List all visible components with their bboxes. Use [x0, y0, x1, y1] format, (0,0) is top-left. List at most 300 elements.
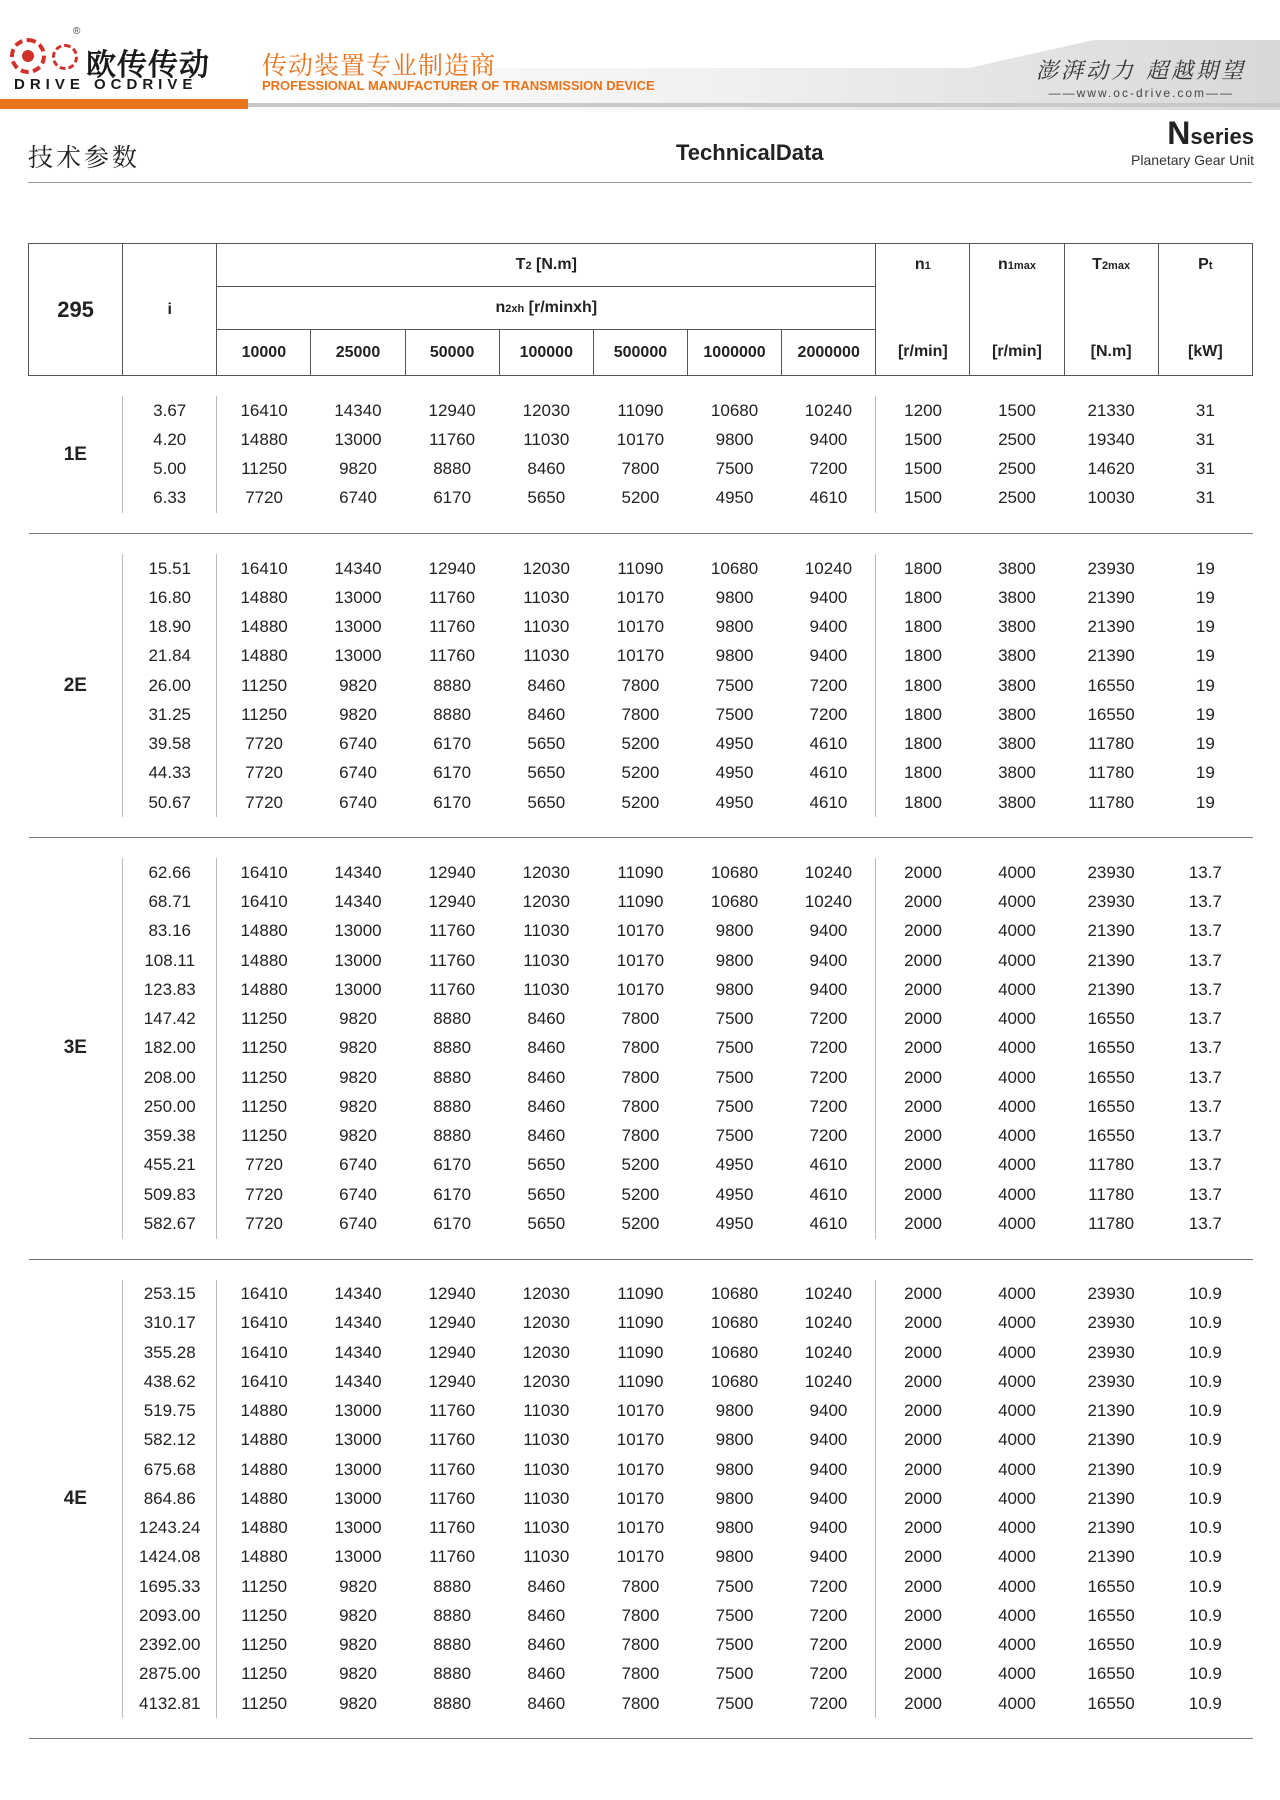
value-cell: 12030	[522, 400, 570, 420]
t2-sub: 2	[525, 260, 532, 272]
spacer-cell	[499, 1259, 593, 1280]
value-cell: 7500	[715, 1635, 754, 1655]
value-cell: 16410	[240, 1284, 288, 1304]
value-cell: 7200	[809, 1576, 848, 1596]
value-cell: 4950	[715, 734, 754, 754]
spacer-cell	[405, 1239, 499, 1259]
spacer-cell	[217, 1718, 311, 1738]
value-cell: 4000	[998, 1313, 1036, 1333]
table-row	[29, 1209, 1253, 1238]
value-cell: 7720	[245, 1213, 284, 1233]
value-cell: 21390	[1087, 587, 1135, 607]
value-cell: 7500	[715, 675, 754, 695]
ratio-cell: 675.68	[123, 1455, 217, 1484]
spacer-cell	[782, 376, 876, 397]
value-cell: 2000	[876, 858, 970, 887]
spacer-cell	[782, 1718, 876, 1738]
value-cell: 9800	[715, 1459, 754, 1479]
spacer-cell	[1064, 1239, 1158, 1259]
value-cell: 7800	[621, 1605, 660, 1625]
value-cell: 2000	[876, 1484, 970, 1513]
value-cell: 4950	[715, 1213, 754, 1233]
n2-unit: [r/minxh]	[524, 299, 598, 316]
value-cell: 10170	[616, 921, 665, 941]
value-cell: 1500	[876, 484, 970, 513]
value-cell: 6740	[339, 1155, 377, 1175]
value-cell: 9820	[339, 1096, 377, 1116]
value-cell: 2500	[998, 429, 1036, 449]
value-cell: 2000	[876, 1543, 970, 1572]
ratio-cell: 208.00	[123, 1063, 217, 1092]
n1-label: n	[914, 256, 925, 274]
value-cell: 11030	[523, 921, 570, 941]
value-cell: 1800	[876, 671, 970, 700]
pt-sub: t	[1208, 260, 1213, 273]
value-cell: 31	[1195, 488, 1215, 508]
value-cell: 11250	[241, 459, 288, 479]
table-row	[29, 1309, 1253, 1338]
spacer-cell	[782, 534, 876, 555]
value-cell: 13.7	[1188, 892, 1222, 912]
value-cell: 10240	[804, 558, 853, 578]
value-cell: 19	[1195, 646, 1215, 666]
value-cell: 2000	[876, 946, 970, 975]
value-cell: 2000	[876, 1367, 970, 1396]
value-cell: 5650	[527, 792, 566, 812]
value-cell: 11250	[241, 1693, 288, 1713]
logo-gear-icon	[10, 38, 46, 74]
value-cell: 2000	[876, 1631, 970, 1660]
value-cell: 1500	[876, 425, 970, 454]
value-cell: 4950	[715, 763, 754, 783]
ratio-cell: 4.20	[123, 425, 217, 454]
value-cell: 7200	[809, 459, 848, 479]
value-cell: 12940	[428, 1313, 476, 1333]
value-cell: 9820	[339, 675, 377, 695]
value-cell: 2000	[876, 1180, 970, 1209]
value-cell: 2000	[876, 1151, 970, 1180]
value-cell: 11090	[617, 862, 664, 882]
tagline-english: PROFESSIONAL MANUFACTURER OF TRANSMISSION DEVICE	[262, 78, 655, 93]
value-cell: 9820	[339, 1038, 377, 1058]
ratio-cell: 253.15	[123, 1280, 217, 1309]
value-cell: 10170	[616, 1401, 665, 1421]
value-cell: 4000	[998, 1430, 1036, 1450]
value-cell: 16550	[1087, 1635, 1135, 1655]
value-cell: 2000	[876, 1572, 970, 1601]
value-cell: 7720	[245, 1184, 284, 1204]
value-cell: 6170	[433, 488, 472, 508]
value-cell: 13.7	[1188, 1155, 1222, 1175]
value-cell: 9400	[809, 1547, 848, 1567]
value-cell: 10.9	[1188, 1518, 1222, 1538]
value-cell: 7200	[809, 704, 848, 724]
value-cell: 10.9	[1188, 1547, 1222, 1567]
group-top-spacer	[29, 1259, 1253, 1280]
value-cell: 12030	[522, 1371, 570, 1391]
value-cell: 12030	[522, 1313, 570, 1333]
spacer-cell	[593, 1718, 687, 1738]
value-cell: 10.9	[1188, 1430, 1222, 1450]
table-row	[29, 917, 1253, 946]
value-cell: 12030	[522, 862, 570, 882]
n2-header	[217, 287, 876, 330]
ratio-cell: 182.00	[123, 1034, 217, 1063]
value-cell: 1500	[998, 400, 1036, 420]
value-cell: 11090	[617, 400, 664, 420]
slogan: 澎湃动力 超越期望	[1036, 59, 1246, 84]
value-cell: 21390	[1087, 1430, 1135, 1450]
value-cell: 5200	[621, 792, 660, 812]
value-cell: 13.7	[1188, 1184, 1222, 1204]
value-cell: 5650	[527, 1213, 566, 1233]
value-cell: 10.9	[1188, 1371, 1222, 1391]
page-header	[0, 0, 1280, 110]
table-row	[29, 788, 1253, 817]
value-cell: 10.9	[1188, 1342, 1222, 1362]
spacer-cell	[405, 817, 499, 837]
spacer-cell	[593, 513, 687, 533]
value-cell: 6740	[339, 488, 377, 508]
ratio-cell: 250.00	[123, 1092, 217, 1121]
table-row	[29, 1367, 1253, 1396]
value-cell: 19340	[1087, 429, 1135, 449]
value-cell: 13000	[334, 1430, 382, 1450]
stage-group-label: 2E	[63, 674, 87, 696]
value-cell: 7800	[621, 1635, 660, 1655]
group-separator	[29, 1738, 1253, 1739]
ratio-cell: 355.28	[123, 1338, 217, 1367]
value-cell: 6740	[339, 763, 377, 783]
table-row	[29, 1660, 1253, 1689]
ratio-cell: 519.75	[123, 1397, 217, 1426]
value-cell: 5650	[527, 1184, 566, 1204]
value-cell: 4000	[998, 1547, 1036, 1567]
value-cell: 11760	[429, 1401, 476, 1421]
title-chinese: 技术参数	[28, 143, 141, 172]
series-subtitle: Planetary Gear Unit	[1131, 152, 1254, 168]
n1-header-spacer	[876, 287, 970, 330]
value-cell: 7500	[715, 1009, 754, 1029]
spacer-cell	[311, 1718, 405, 1738]
value-cell: 12940	[428, 1284, 476, 1304]
spacer-cell	[876, 1718, 970, 1738]
value-cell: 9400	[809, 921, 848, 941]
ratio-cell: 39.58	[123, 730, 217, 759]
spacer-cell	[782, 838, 876, 859]
value-cell: 7720	[245, 734, 284, 754]
table-row	[29, 1543, 1253, 1572]
value-cell: 1800	[876, 642, 970, 671]
spacer-cell	[687, 1239, 781, 1259]
value-cell: 8460	[527, 1576, 566, 1596]
series-block	[1131, 115, 1254, 168]
series-word: series	[1190, 124, 1254, 149]
value-cell: 2500	[998, 459, 1036, 479]
spacer-cell	[876, 534, 970, 555]
value-cell: 13000	[334, 1488, 382, 1508]
value-cell: 11030	[523, 979, 570, 999]
value-cell: 9820	[339, 1067, 377, 1087]
spacer-cell	[405, 513, 499, 533]
value-cell: 11760	[429, 646, 476, 666]
table-row	[29, 1151, 1253, 1180]
value-cell: 7500	[715, 704, 754, 724]
value-cell: 11250	[241, 1096, 288, 1116]
value-cell: 14340	[334, 558, 382, 578]
table-row	[29, 1572, 1253, 1601]
value-cell: 21330	[1087, 400, 1135, 420]
spacer-cell	[1064, 534, 1158, 555]
value-cell: 4950	[715, 488, 754, 508]
value-cell: 10240	[804, 1313, 853, 1333]
value-cell: 23930	[1087, 1284, 1135, 1304]
value-cell: 9800	[715, 979, 754, 999]
value-cell: 3800	[998, 763, 1036, 783]
spacer-cell	[970, 534, 1064, 555]
value-cell: 14340	[334, 892, 382, 912]
value-cell: 9400	[809, 1430, 848, 1450]
spacer-cell	[1158, 1259, 1252, 1280]
value-cell: 6170	[433, 1184, 472, 1204]
value-cell: 13.7	[1188, 1213, 1222, 1233]
stage-group-label: 1E	[63, 443, 87, 465]
table-row	[29, 700, 1253, 729]
value-cell: 14340	[334, 862, 382, 882]
value-cell: 10170	[616, 429, 665, 449]
ratio-cell: 50.67	[123, 788, 217, 817]
value-cell: 4000	[998, 1518, 1036, 1538]
value-cell: 4000	[998, 1576, 1036, 1596]
spacer-cell	[29, 376, 123, 397]
value-cell: 11760	[429, 921, 476, 941]
title-english: TechnicalData	[676, 140, 824, 165]
table-row	[29, 759, 1253, 788]
ratio-cell: 4132.81	[123, 1689, 217, 1718]
value-cell: 7720	[245, 763, 284, 783]
ratio-cell: 15.51	[123, 554, 217, 583]
value-cell: 11250	[241, 1038, 288, 1058]
spacer-cell	[876, 513, 970, 533]
value-cell: 13000	[334, 979, 382, 999]
value-cell: 2000	[876, 1034, 970, 1063]
value-cell: 7500	[715, 1576, 754, 1596]
value-cell: 2000	[876, 1426, 970, 1455]
value-cell: 14880	[240, 1547, 288, 1567]
value-cell: 1800	[876, 583, 970, 612]
value-cell: 16410	[240, 862, 288, 882]
group-bottom-spacer	[29, 513, 1253, 533]
value-cell: 16410	[240, 1342, 288, 1362]
hours-header-500000: 500000	[593, 330, 687, 376]
value-cell: 7800	[621, 1038, 660, 1058]
value-cell: 7200	[809, 1038, 848, 1058]
header-orange-bar	[0, 99, 248, 109]
value-cell: 11090	[617, 558, 664, 578]
value-cell: 11760	[429, 429, 476, 449]
value-cell: 5650	[527, 763, 566, 783]
spacer-cell	[687, 838, 781, 859]
value-cell: 2000	[876, 1063, 970, 1092]
spacer-cell	[123, 376, 217, 397]
value-cell: 10170	[616, 1459, 665, 1479]
value-cell: 5200	[621, 734, 660, 754]
ratio-cell: 62.66	[123, 858, 217, 887]
value-cell: 9400	[809, 950, 848, 970]
value-cell: 12940	[428, 1342, 476, 1362]
value-cell: 10240	[804, 1284, 853, 1304]
value-cell: 8880	[433, 1605, 472, 1625]
value-cell: 7800	[621, 704, 660, 724]
value-cell: 6740	[339, 1213, 377, 1233]
value-cell: 8460	[527, 459, 566, 479]
value-cell: 14880	[240, 429, 288, 449]
ratio-cell: 1695.33	[123, 1572, 217, 1601]
value-cell: 13000	[334, 617, 382, 637]
spacer-cell	[970, 1239, 1064, 1259]
table-row	[29, 888, 1253, 917]
spacer-cell	[217, 376, 311, 397]
value-cell: 11250	[241, 1664, 288, 1684]
value-cell: 13000	[334, 1459, 382, 1479]
value-cell: 10.9	[1188, 1693, 1222, 1713]
group-top-spacer	[29, 376, 1253, 397]
value-cell: 11250	[241, 1009, 288, 1029]
value-cell: 10170	[616, 1547, 665, 1567]
spacer-cell	[970, 1259, 1064, 1280]
ratio-cell: 68.71	[123, 888, 217, 917]
table-row	[29, 484, 1253, 513]
value-cell: 7500	[715, 1664, 754, 1684]
value-cell: 16550	[1087, 1664, 1135, 1684]
value-cell: 6170	[433, 734, 472, 754]
ratio-cell: 31.25	[123, 700, 217, 729]
table-row	[29, 613, 1253, 642]
value-cell: 7500	[715, 1067, 754, 1087]
value-cell: 7500	[715, 1605, 754, 1625]
value-cell: 14340	[334, 1371, 382, 1391]
t2-unit: [N.m]	[531, 256, 577, 273]
value-cell: 10.9	[1188, 1635, 1222, 1655]
spacer-cell	[405, 838, 499, 859]
spacer-cell	[405, 376, 499, 397]
value-cell: 10.9	[1188, 1313, 1222, 1333]
value-cell: 14340	[334, 400, 382, 420]
value-cell: 6740	[339, 734, 377, 754]
value-cell: 3800	[998, 646, 1036, 666]
value-cell: 3800	[998, 587, 1036, 607]
value-cell: 4000	[998, 1067, 1036, 1087]
value-cell: 4000	[998, 1459, 1036, 1479]
value-cell: 11030	[523, 1459, 570, 1479]
table-row	[29, 975, 1253, 1004]
value-cell: 13.7	[1188, 921, 1222, 941]
spacer-cell	[217, 838, 311, 859]
value-cell: 14880	[240, 587, 288, 607]
value-cell: 4610	[809, 1213, 848, 1233]
table-row	[29, 1005, 1253, 1034]
spacer-cell	[29, 1239, 123, 1259]
value-cell: 14620	[1087, 459, 1135, 479]
spacer-cell	[593, 838, 687, 859]
spacer-cell	[311, 513, 405, 533]
value-cell: 1800	[876, 788, 970, 817]
value-cell: 12030	[522, 558, 570, 578]
spacer-cell	[1158, 534, 1252, 555]
spacer-cell	[123, 1259, 217, 1280]
value-cell: 19	[1195, 587, 1215, 607]
value-cell: 11030	[523, 587, 570, 607]
ratio-cell: 83.16	[123, 917, 217, 946]
value-cell: 8460	[527, 704, 566, 724]
value-cell: 11250	[241, 1067, 288, 1087]
value-cell: 2000	[876, 1280, 970, 1309]
value-cell: 4000	[998, 1155, 1036, 1175]
hours-header-2000000: 2000000	[782, 330, 876, 376]
value-cell: 23930	[1087, 1342, 1135, 1362]
value-cell: 2000	[876, 1092, 970, 1121]
value-cell: 16550	[1087, 1009, 1135, 1029]
ratio-cell: 2875.00	[123, 1660, 217, 1689]
value-cell: 4950	[715, 792, 754, 812]
technical-data-table	[28, 243, 1253, 1739]
value-cell: 7800	[621, 1664, 660, 1684]
value-cell: 8880	[433, 704, 472, 724]
ratio-cell: 21.84	[123, 642, 217, 671]
table-row	[29, 1426, 1253, 1455]
table-row	[29, 1689, 1253, 1718]
value-cell: 7720	[245, 1155, 284, 1175]
n1max-header	[970, 244, 1064, 287]
value-cell: 13000	[334, 921, 382, 941]
n1max-header-spacer	[970, 287, 1064, 330]
value-cell: 14880	[240, 979, 288, 999]
ratio-cell: 1243.24	[123, 1514, 217, 1543]
value-cell: 8460	[527, 1635, 566, 1655]
spacer-cell	[499, 838, 593, 859]
value-cell: 10680	[710, 1313, 759, 1333]
value-cell: 11760	[429, 950, 476, 970]
spacer-cell	[123, 513, 217, 533]
value-cell: 12030	[522, 1284, 570, 1304]
spacer-cell	[876, 1259, 970, 1280]
value-cell: 11760	[429, 1518, 476, 1538]
value-cell: 9820	[339, 1664, 377, 1684]
value-cell: 16550	[1087, 1693, 1135, 1713]
spacer-cell	[217, 1239, 311, 1259]
value-cell: 5650	[527, 488, 566, 508]
value-cell: 13.7	[1188, 979, 1222, 999]
value-cell: 12940	[428, 400, 476, 420]
value-cell: 3800	[998, 792, 1036, 812]
value-cell: 14340	[334, 1313, 382, 1333]
value-cell: 8880	[433, 1635, 472, 1655]
n1-sub: 1	[924, 260, 931, 273]
value-cell: 4000	[998, 950, 1036, 970]
value-cell: 7200	[809, 1693, 848, 1713]
value-cell: 23930	[1087, 1371, 1135, 1391]
table-row	[29, 1397, 1253, 1426]
ratio-cell: 509.83	[123, 1180, 217, 1209]
value-cell: 10240	[804, 1371, 853, 1391]
value-cell: 9820	[339, 1009, 377, 1029]
value-cell: 5200	[621, 488, 660, 508]
ratio-cell: 359.38	[123, 1122, 217, 1151]
t2max-unit: [N.m]	[1064, 330, 1158, 376]
value-cell: 8460	[527, 1693, 566, 1713]
value-cell: 3800	[998, 675, 1036, 695]
value-cell: 4000	[998, 892, 1036, 912]
